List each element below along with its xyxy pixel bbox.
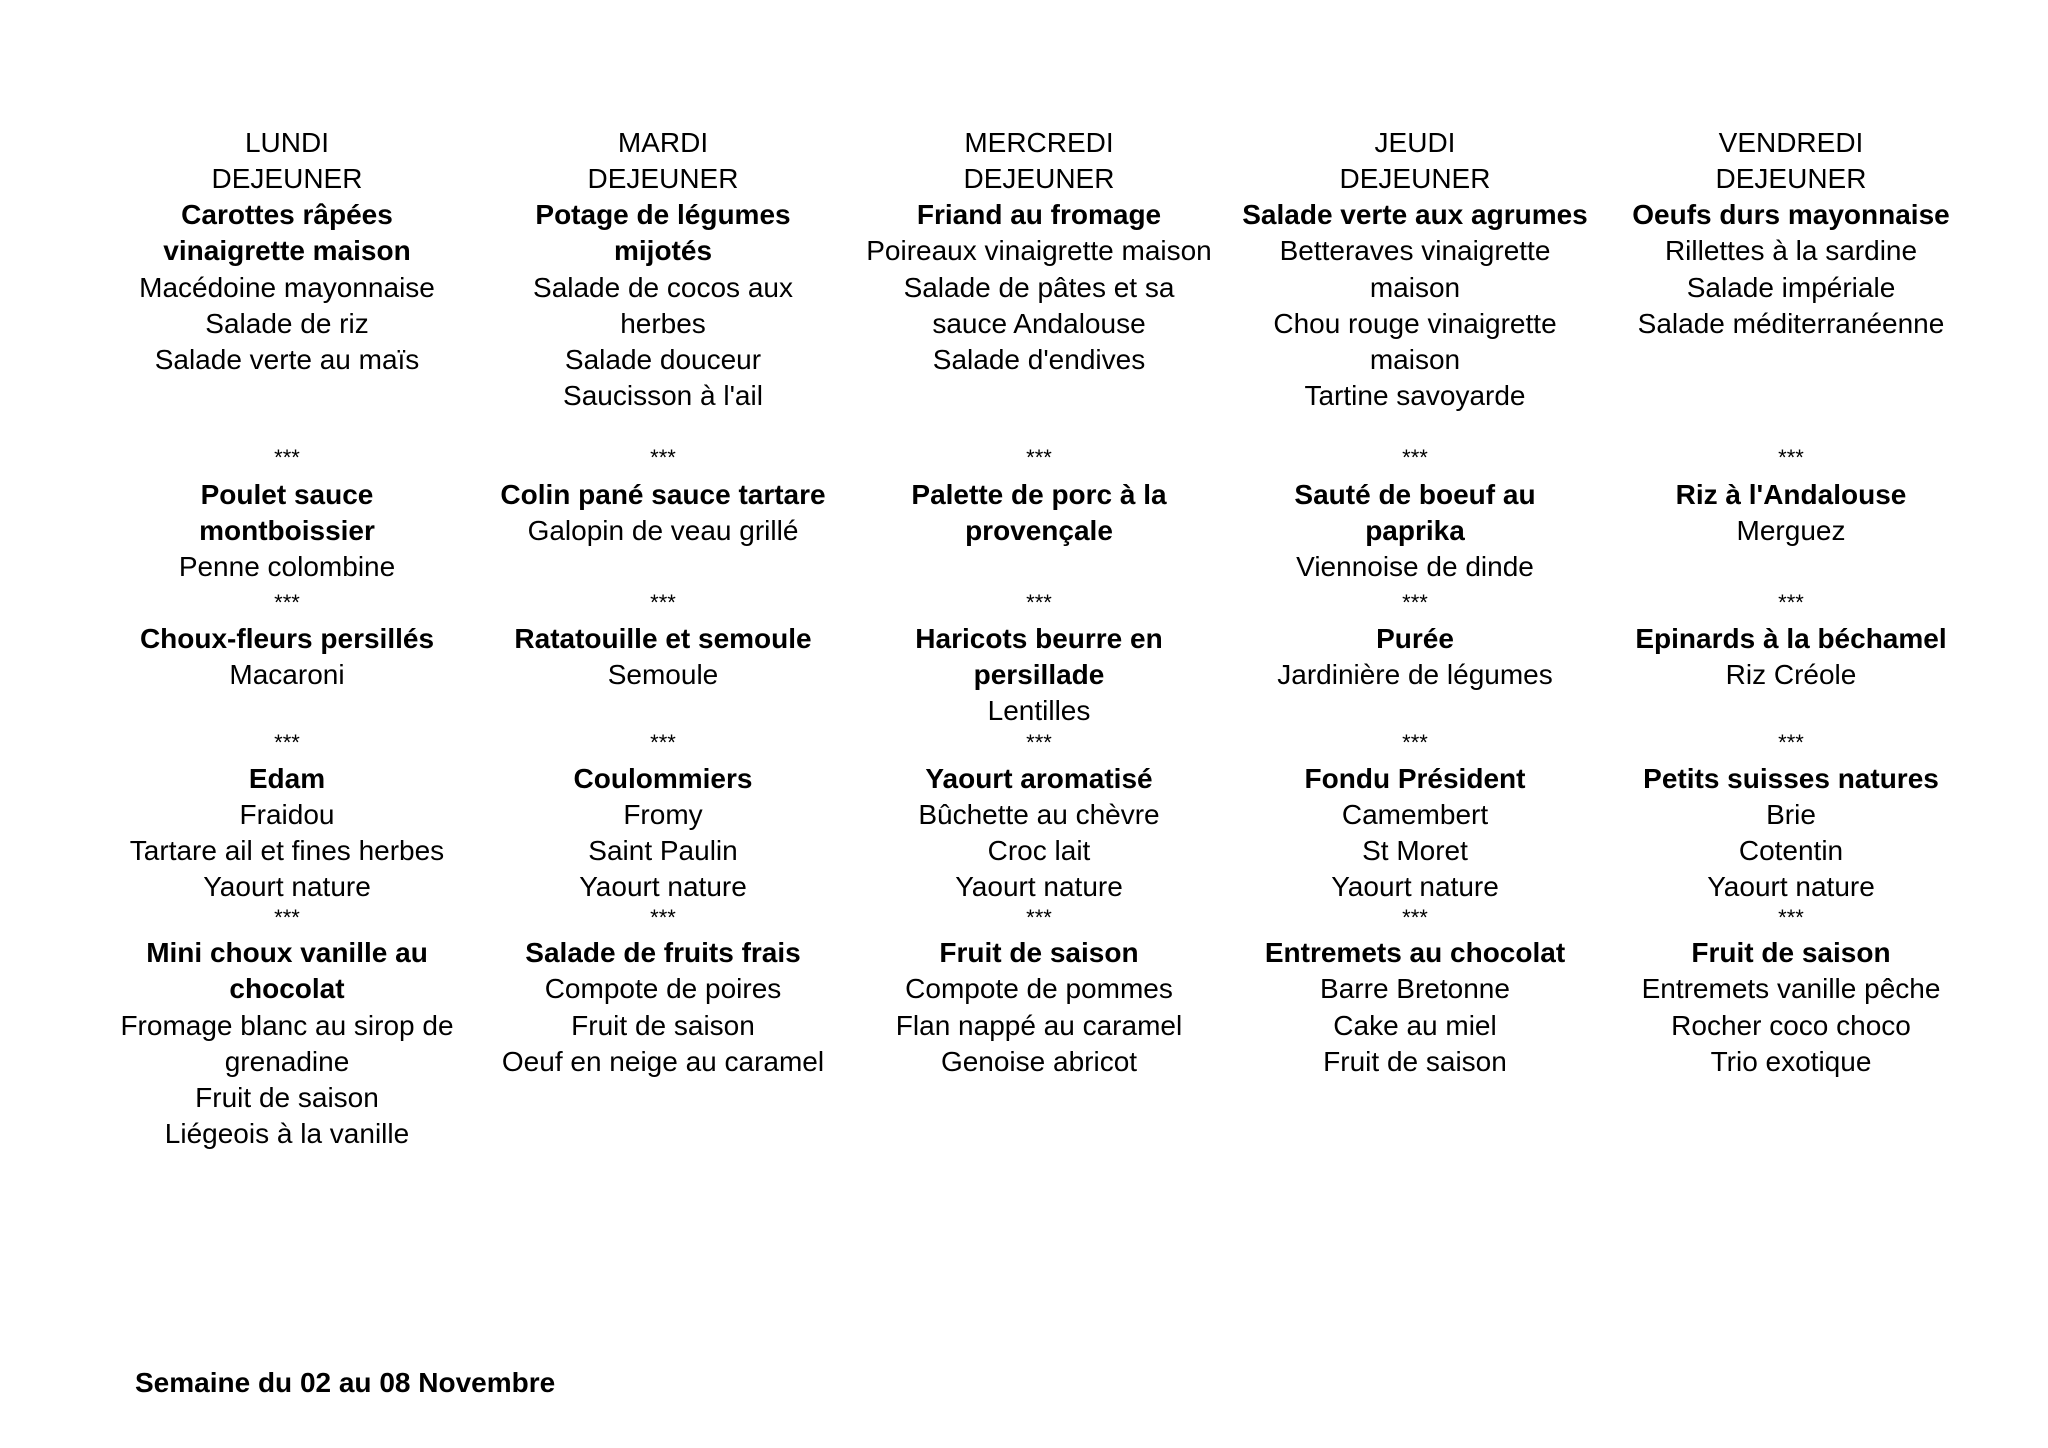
- dairy-item: Bûchette au chèvre: [918, 799, 1160, 830]
- side-dish-item: Macaroni: [229, 659, 345, 690]
- dessert-item: Genoise abricot: [940, 1046, 1138, 1077]
- dessert-item: Entremets au chocolat: [1264, 937, 1566, 968]
- meal-label: DEJEUNER: [587, 163, 739, 194]
- dessert-item: Flan nappé au caramel: [895, 1010, 1183, 1041]
- course-separator: ***: [1778, 730, 1804, 755]
- main-dish-item: Poulet sauce: [200, 479, 374, 510]
- main-dish-item: Sauté de boeuf au: [1294, 479, 1536, 510]
- main-dish-item: Penne colombine: [178, 551, 396, 582]
- course-separator: ***: [274, 730, 300, 755]
- dairy-item: Fondu Président: [1304, 763, 1526, 794]
- starter-item: Salade de cocos aux: [533, 272, 793, 303]
- course-separator: ***: [650, 730, 676, 755]
- course-separator: ***: [1026, 445, 1052, 470]
- starter-item: Salade impériale: [1686, 272, 1896, 303]
- starter-item: Salade verte au maïs: [154, 344, 420, 375]
- starter-item: herbes: [620, 308, 706, 339]
- side-dish-item: Epinards à la béchamel: [1635, 623, 1947, 654]
- dairy-item: Yaourt nature: [1331, 871, 1499, 902]
- main-dish-item: Galopin de veau grillé: [527, 515, 799, 546]
- course-separator: ***: [1026, 905, 1052, 930]
- dessert-item: Oeuf en neige au caramel: [501, 1046, 825, 1077]
- course-separator: ***: [650, 590, 676, 615]
- starter-item: Potage de légumes: [535, 199, 791, 230]
- day-content: [476, 125, 851, 1130]
- dairy-item: Petits suisses natures: [1643, 763, 1939, 794]
- dairy-item: Yaourt nature: [1707, 871, 1875, 902]
- main-dish-item: Riz à l'Andalouse: [1675, 479, 1907, 510]
- dairy-item: Yaourt nature: [955, 871, 1123, 902]
- dairy-item: Cotentin: [1738, 835, 1844, 866]
- course-separator: ***: [650, 445, 676, 470]
- starter-item: Chou rouge vinaigrette: [1273, 308, 1557, 339]
- side-dish-item: Ratatouille et semoule: [514, 623, 812, 654]
- side-dish-item: Choux-fleurs persillés: [139, 623, 435, 654]
- side-dish-item: Haricots beurre en: [915, 623, 1163, 654]
- dessert-item: Fruit de saison: [939, 937, 1139, 968]
- dairy-item: Camembert: [1341, 799, 1489, 830]
- course-separator: ***: [1402, 590, 1428, 615]
- dessert-item: Liégeois à la vanille: [164, 1118, 410, 1149]
- day-name: MARDI: [617, 127, 709, 158]
- dairy-item: Yaourt nature: [203, 871, 371, 902]
- course-separator: ***: [274, 905, 300, 930]
- starter-item: Betteraves vinaigrette: [1279, 235, 1551, 266]
- side-dish-item: Riz Créole: [1725, 659, 1857, 690]
- meal-label: DEJEUNER: [1715, 163, 1867, 194]
- dessert-item: chocolat: [229, 973, 345, 1004]
- course-separator: ***: [1402, 905, 1428, 930]
- dessert-item: Fruit de saison: [1691, 937, 1891, 968]
- dessert-item: grenadine: [224, 1046, 350, 1077]
- course-separator: ***: [1026, 590, 1052, 615]
- course-separator: ***: [1402, 730, 1428, 755]
- starter-item: Salade méditerranéenne: [1637, 308, 1945, 339]
- dairy-item: Saint Paulin: [588, 835, 738, 866]
- dessert-item: Cake au miel: [1333, 1010, 1497, 1041]
- course-separator: ***: [1778, 590, 1804, 615]
- day-name: VENDREDI: [1718, 127, 1864, 158]
- dairy-item: Yaourt aromatisé: [925, 763, 1153, 794]
- course-separator: ***: [1778, 445, 1804, 470]
- day-content: [1228, 125, 1603, 1130]
- main-dish-item: paprika: [1365, 515, 1465, 546]
- starter-item: Tartine savoyarde: [1304, 380, 1526, 411]
- starter-item: Saucisson à l'ail: [563, 380, 763, 411]
- starter-item: vinaigrette maison: [163, 235, 411, 266]
- main-dish-item: montboissier: [199, 515, 375, 546]
- side-dish-item: Jardinière de légumes: [1277, 659, 1553, 690]
- dairy-item: Edam: [248, 763, 326, 794]
- dairy-item: Tartare ail et fines herbes: [129, 835, 445, 866]
- starter-item: maison: [1369, 272, 1461, 303]
- main-dish-item: provençale: [965, 515, 1113, 546]
- course-separator: ***: [274, 590, 300, 615]
- day-name: MERCREDI: [964, 127, 1114, 158]
- starter-item: Salade d'endives: [932, 344, 1146, 375]
- course-separator: ***: [1778, 905, 1804, 930]
- course-separator: ***: [274, 445, 300, 470]
- dessert-item: Fruit de saison: [195, 1082, 379, 1113]
- starter-item: Oeufs durs mayonnaise: [1632, 199, 1950, 230]
- main-dish-item: Colin pané sauce tartare: [500, 479, 826, 510]
- starter-item: maison: [1369, 344, 1461, 375]
- side-dish-item: Semoule: [607, 659, 719, 690]
- course-separator: ***: [1026, 730, 1052, 755]
- day-content: [852, 125, 1227, 1130]
- meal-label: DEJEUNER: [1339, 163, 1491, 194]
- day-name: JEUDI: [1374, 127, 1456, 158]
- dessert-item: Rocher coco choco: [1671, 1010, 1911, 1041]
- starter-item: Poireaux vinaigrette maison: [866, 235, 1212, 266]
- day-content: [1604, 125, 1979, 1130]
- dessert-item: Salade de fruits frais: [525, 937, 801, 968]
- dessert-item: Compote de poires: [544, 973, 782, 1004]
- starter-item: Carottes râpées: [181, 199, 393, 230]
- starter-item: sauce Andalouse: [932, 308, 1146, 339]
- dessert-item: Trio exotique: [1710, 1046, 1872, 1077]
- starter-item: Salade douceur: [564, 344, 762, 375]
- day-content: [100, 125, 475, 1149]
- day-name: LUNDI: [244, 127, 329, 158]
- starter-item: Salade de riz: [205, 308, 369, 339]
- main-dish-item: Viennoise de dinde: [1296, 551, 1534, 582]
- dairy-item: Brie: [1766, 799, 1816, 830]
- dairy-item: Coulommiers: [573, 763, 753, 794]
- meal-label: DEJEUNER: [211, 163, 363, 194]
- week-title: Semaine du 02 au 08 Novembre: [135, 1367, 556, 1398]
- dessert-item: Barre Bretonne: [1320, 973, 1510, 1004]
- starter-item: Salade de pâtes et sa: [903, 272, 1175, 303]
- side-dish-item: Purée: [1376, 623, 1454, 654]
- course-separator: ***: [650, 905, 676, 930]
- dairy-item: Fraidou: [239, 799, 335, 830]
- main-dish-item: Merguez: [1736, 515, 1846, 546]
- starter-item: Rillettes à la sardine: [1664, 235, 1918, 266]
- side-dish-item: Lentilles: [987, 695, 1091, 726]
- dessert-item: Mini choux vanille au: [146, 937, 428, 968]
- dairy-item: St Moret: [1362, 835, 1468, 866]
- dessert-item: Fruit de saison: [1323, 1046, 1507, 1077]
- starter-item: Salade verte aux agrumes: [1242, 199, 1588, 230]
- main-dish-item: Palette de porc à la: [911, 479, 1167, 510]
- dessert-item: Entremets vanille pêche: [1641, 973, 1941, 1004]
- starter-item: Macédoine mayonnaise: [139, 272, 435, 303]
- dairy-item: Fromy: [623, 799, 703, 830]
- dessert-item: Fruit de saison: [571, 1010, 755, 1041]
- course-separator: ***: [1402, 445, 1428, 470]
- dairy-item: Yaourt nature: [579, 871, 747, 902]
- starter-item: Friand au fromage: [916, 199, 1162, 230]
- starter-item: mijotés: [613, 235, 713, 266]
- side-dish-item: persillade: [973, 659, 1105, 690]
- dessert-item: Compote de pommes: [905, 973, 1173, 1004]
- dessert-item: Fromage blanc au sirop de: [120, 1010, 454, 1041]
- dairy-item: Croc lait: [987, 835, 1091, 866]
- meal-label: DEJEUNER: [963, 163, 1115, 194]
